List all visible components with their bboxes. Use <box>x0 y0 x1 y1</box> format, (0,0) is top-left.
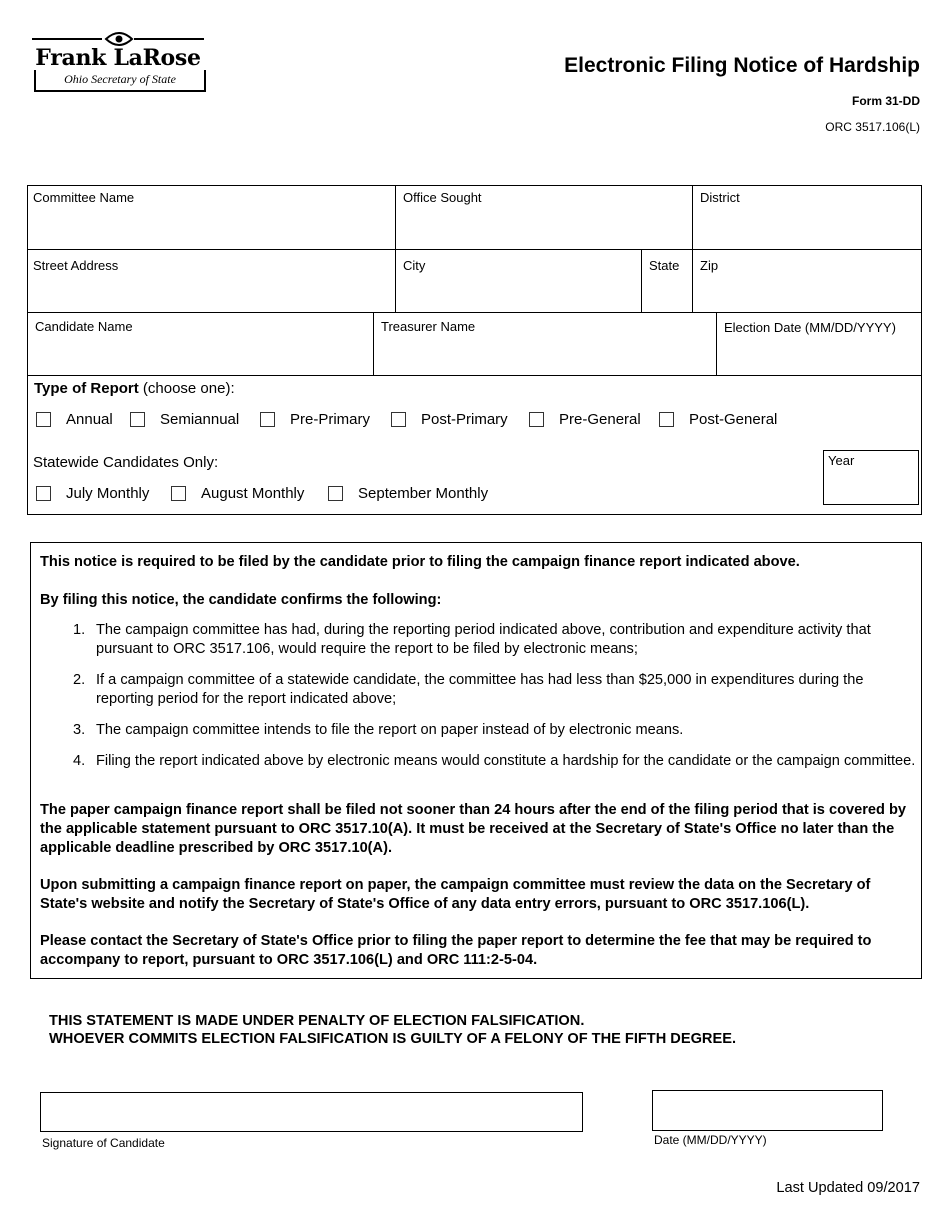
district-field[interactable]: District <box>700 190 740 205</box>
notice-box <box>30 542 922 979</box>
zip-field[interactable]: Zip <box>700 258 719 273</box>
checkbox[interactable] <box>260 412 275 427</box>
option-september-monthly[interactable]: September Monthly <box>328 485 488 502</box>
row-divider <box>28 249 921 250</box>
col-divider <box>395 186 396 312</box>
col-divider <box>716 312 717 375</box>
row-divider <box>28 375 921 376</box>
warning-line-2: WHOEVER COMMITS ELECTION FALSIFICATION IS GUILTY OF A FELONY OF THE FIFTH DEGREE. <box>49 1031 736 1047</box>
report-type-label: Type of Report (choose one): <box>34 380 235 397</box>
checkbox[interactable] <box>36 412 51 427</box>
city-field[interactable]: City <box>403 258 426 273</box>
signature-label: Signature of Candidate <box>42 1136 165 1150</box>
checkbox[interactable] <box>529 412 544 427</box>
treasurer-name-field[interactable]: Treasurer Name <box>381 319 476 334</box>
committee-name-field[interactable]: Committee Name <box>33 190 135 205</box>
logo-subtitle: Ohio Secretary of State <box>34 70 206 92</box>
col-divider <box>641 249 642 312</box>
checkbox[interactable] <box>391 412 406 427</box>
option-semiannual[interactable]: Semiannual <box>130 411 239 428</box>
election-date-field[interactable]: Election Date (MM/DD/YYYY) <box>724 320 896 335</box>
checkbox[interactable] <box>328 486 343 501</box>
row-divider <box>28 312 921 313</box>
option-august-monthly[interactable]: August Monthly <box>171 485 304 502</box>
state-field[interactable]: State <box>649 258 680 273</box>
form-number: Form 31-DD <box>851 94 920 108</box>
sos-logo <box>30 28 206 96</box>
date-field[interactable] <box>652 1090 883 1131</box>
logo-rule-right <box>134 38 204 40</box>
checkbox[interactable] <box>659 412 674 427</box>
checkbox[interactable] <box>171 486 186 501</box>
logo-name: Frank LaRose <box>35 45 201 71</box>
checkbox[interactable] <box>130 412 145 427</box>
notice-paragraph: Upon submitting a campaign finance report on paper, the campaign committee must review the data on the Secretary of State's website and notify the Secretary of State's Office of any data entry errors, pursuant to ORC 3517.106(L). <box>40 877 871 912</box>
orc-reference: ORC 3517.106(L) <box>825 120 920 134</box>
last-updated: Last Updated 09/2017 <box>776 1180 920 1196</box>
signature-field[interactable] <box>40 1092 583 1132</box>
confirm-heading: By filing this notice, the candidate confirms the following: <box>40 592 442 608</box>
office-sought-field[interactable]: Office Sought <box>403 190 482 205</box>
option-pre-primary[interactable]: Pre-Primary <box>260 411 370 428</box>
list-item: 2. If a campaign committee of a statewide candidate, the committee has had less than $25,000 in expenditures during the reporting period for the report indicated above; <box>73 672 864 707</box>
year-label: Year <box>828 453 855 468</box>
notice-intro: This notice is required to be filed by the candidate prior to filing the campaign finance report indicated above. <box>40 554 800 570</box>
list-item: 1. The campaign committee has had, during the reporting period indicated above, contribution and expenditure activity that pursuant to ORC 3517.106, would require the report to be filed by electronic means; <box>73 622 871 657</box>
list-item: 3. The campaign committee intends to file the report on paper instead of by electronic means. <box>73 722 684 738</box>
checkbox[interactable] <box>36 486 51 501</box>
notice-paragraph: The paper campaign finance report shall be filed not sooner than 24 hours after the end of the filing period that is covered by the applicable statement pursuant to ORC 3517.10(A). It must be received at the Secretary of State's Office no later than the applicable deadline prescribed by ORC 3517.10(A). <box>40 802 907 856</box>
notice-paragraph: Please contact the Secretary of State's Office prior to filing the paper report to determine the fee that may be required to accompany to report, pursuant to ORC 3517.106(L) and ORC 111:2-5-04. <box>40 933 872 968</box>
option-post-primary[interactable]: Post-Primary <box>391 411 508 428</box>
option-annual[interactable]: Annual <box>36 411 113 428</box>
col-divider <box>692 186 693 312</box>
col-divider <box>373 312 374 375</box>
warning-line-1: THIS STATEMENT IS MADE UNDER PENALTY OF ELECTION FALSIFICATION. <box>49 1013 585 1029</box>
logo-rule-left <box>32 38 102 40</box>
option-pre-general[interactable]: Pre-General <box>529 411 641 428</box>
statewide-label: Statewide Candidates Only: <box>33 454 219 471</box>
committee-info-table <box>27 185 922 515</box>
year-field[interactable] <box>823 450 919 505</box>
option-post-general[interactable]: Post-General <box>659 411 777 428</box>
date-label: Date (MM/DD/YYYY) <box>654 1133 767 1147</box>
street-address-field[interactable]: Street Address <box>33 258 119 273</box>
option-july-monthly[interactable]: July Monthly <box>36 485 149 502</box>
candidate-name-field[interactable]: Candidate Name <box>35 319 133 334</box>
page-title: Electronic Filing Notice of Hardship <box>564 54 920 77</box>
list-item: 4. Filing the report indicated above by electronic means would constitute a hardship for the candidate or the campaign committee. <box>73 753 916 769</box>
